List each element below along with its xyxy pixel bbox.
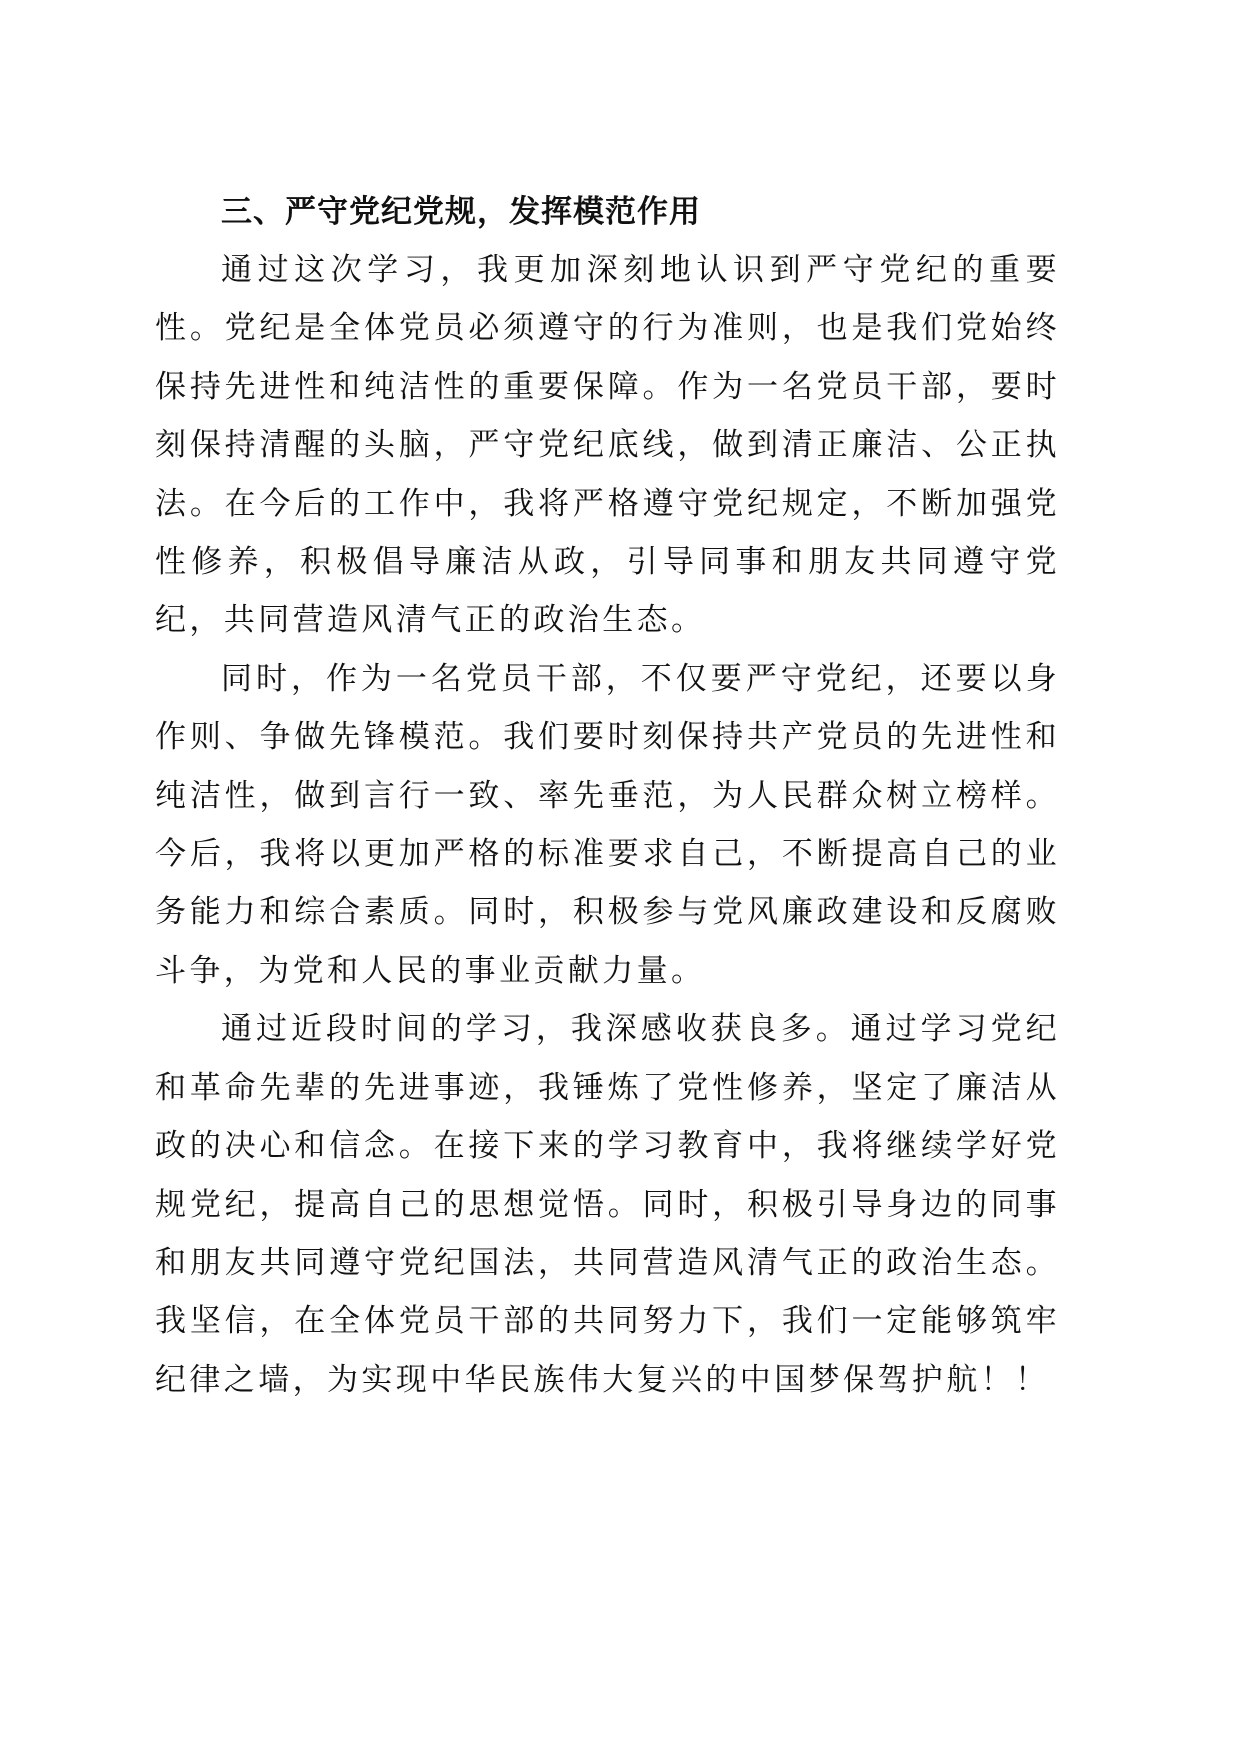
paragraph-1: 通过这次学习，我更加深刻地认识到严守党纪的重要性。党纪是全体党员必须遵守的行为准则，也是我们党始终保持先进性和纯洁性的重要保障。作为一名党员干部，要时刻保持清醒的头脑，严守党纪底线，做到清正廉洁、公正执法。在今后的工作中，我将严格遵守党纪规定，不断加强党性修养，积极倡导廉洁从政，引导同事和朋友共同遵守党纪，共同营造风清气正的政治生态。: [155, 252, 1060, 639]
section-heading: 三、严守党纪党规，发挥模范作用: [221, 194, 701, 230]
paragraph-2: 同时，作为一名党员干部，不仅要严守党纪，还要以身作则、争做先锋模范。我们要时刻保持共产党员的先进性和纯洁性，做到言行一致、率先垂范，为人民群众树立榜样。今后，我将以更加严格的标准要求自己，不断提高自己的业务能力和综合素质。同时，积极参与党风廉政建设和反腐败斗争，为党和人民的事业贡献力量。: [155, 660, 1060, 989]
paragraph-3: 通过近段时间的学习，我深感收获良多。通过学习党纪和革命先辈的先进事迹，我锤炼了党性修养，坚定了廉洁从政的决心和信念。在接下来的学习教育中，我将继续学好党规党纪，提高自己的思想觉悟。同时，积极引导身边的同事和朋友共同遵守党纪国法，共同营造风清气正的政治生态。我坚信，在全体党员干部的共同努力下，我们一定能够筑牢纪律之墙，为实现中华民族伟大复兴的中国梦保驾护航！！: [155, 1011, 1060, 1398]
document-body: [155, 183, 1060, 1409]
